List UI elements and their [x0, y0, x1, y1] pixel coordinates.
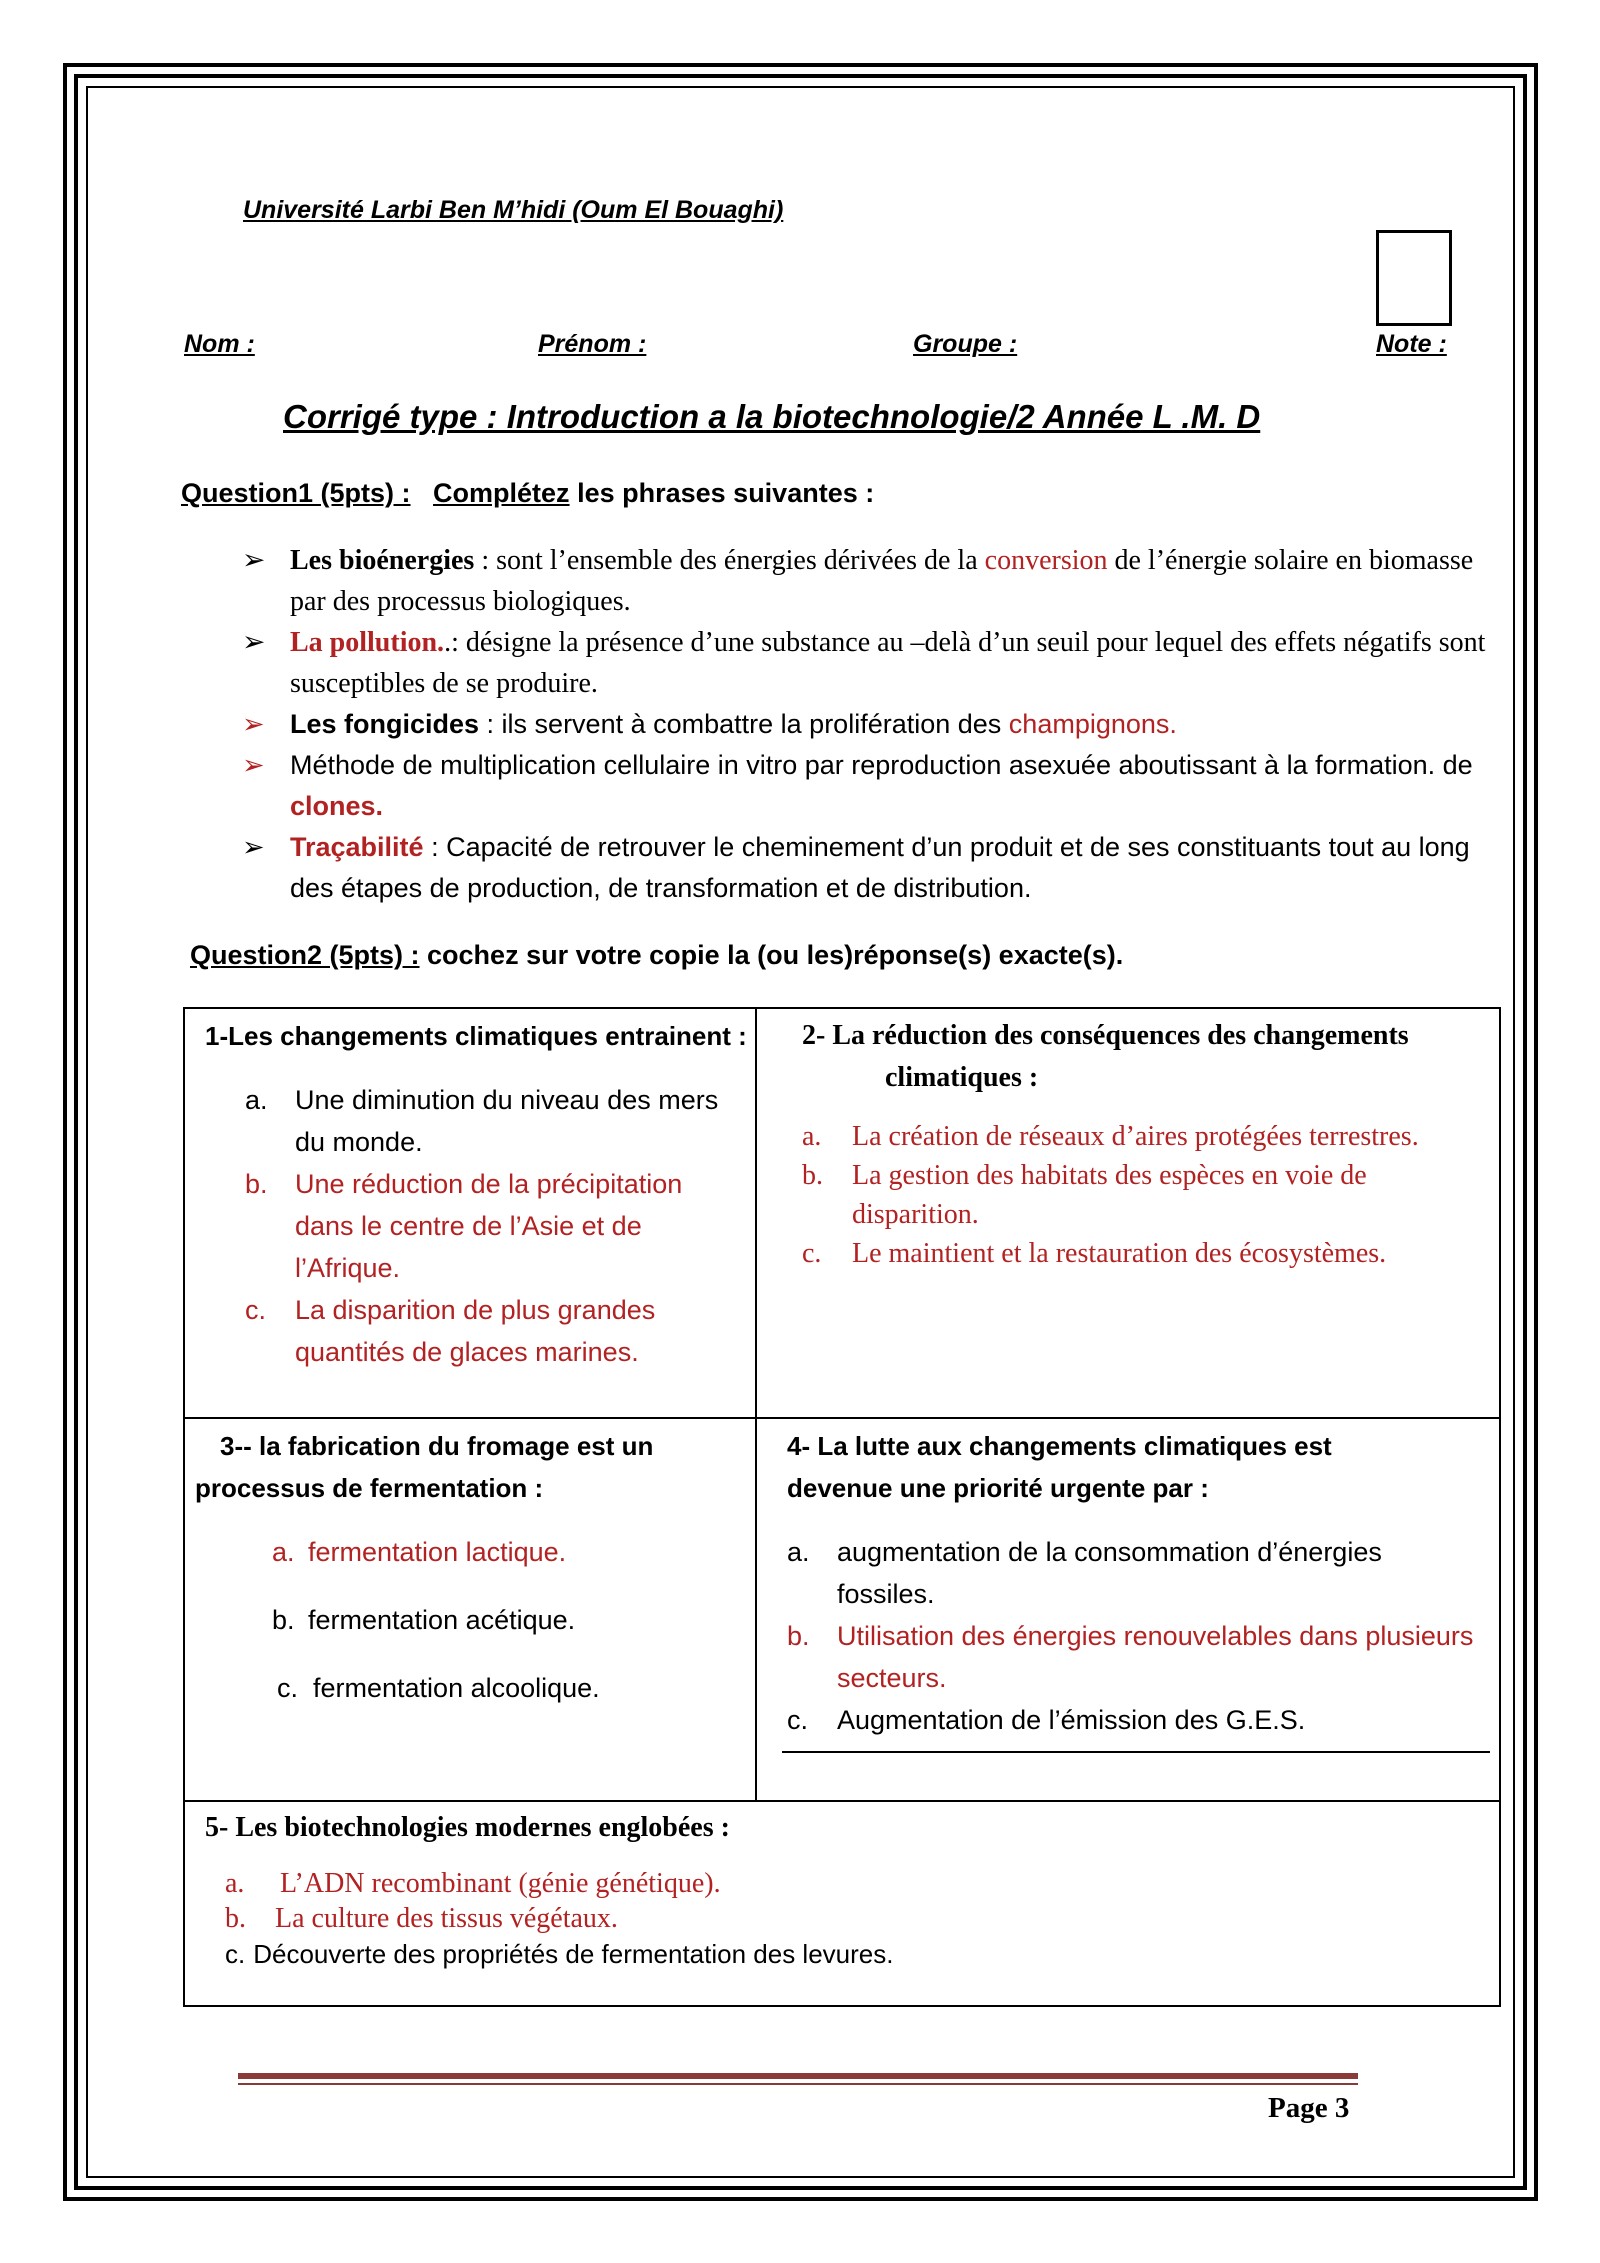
- arrow-icon: ➢: [242, 709, 265, 739]
- option-letter: a.: [787, 1537, 810, 1567]
- q1-instruction-verb: Complétez: [433, 478, 570, 508]
- q2-instruction: cochez sur votre copie la (ou les)réponse(s) exacte(s).: [427, 940, 1124, 970]
- option: [787, 1615, 1484, 1699]
- box-title: climatiques :: [885, 1062, 1039, 1093]
- box-title: devenue une priorité urgente par :: [787, 1473, 1209, 1503]
- option-text: Utilisation des énergies renouvelables dans plusieurs secteurs.: [837, 1621, 1474, 1693]
- option: [787, 1531, 1484, 1615]
- option-text: Une diminution du niveau des mers du monde.: [295, 1085, 719, 1157]
- footer-rule-thin: [238, 2083, 1358, 2085]
- q1-list: [240, 540, 1490, 909]
- option: [245, 1289, 735, 1373]
- box-title: 5- Les biotechnologies modernes englobées :: [205, 1812, 730, 1843]
- option-text: La gestion des habitats des espèces en voie de disparition.: [852, 1160, 1367, 1230]
- q2-grid: [183, 1007, 1501, 2007]
- option-letter: a.: [245, 1085, 268, 1115]
- option: [245, 1079, 735, 1163]
- q1-heading: [181, 478, 874, 509]
- q1-item: [240, 745, 1490, 827]
- text: Méthode de multiplication cellulaire in vitro par reproduction asexuée aboutissant à la formation. de: [290, 750, 1473, 780]
- option-text: augmentation de la consommation d’énergies fossiles.: [837, 1537, 1382, 1609]
- option-text: fermentation lactique.: [308, 1537, 567, 1567]
- arrow-icon: ➢: [242, 750, 265, 780]
- text: de l’énergie solaire en biomasse par des processus biologiques.: [290, 545, 1474, 617]
- option-letter: c.: [277, 1673, 299, 1703]
- answer: Traçabilité: [290, 832, 424, 862]
- option-text: Augmentation de l’émission des G.E.S.: [837, 1705, 1306, 1735]
- option: [225, 1866, 1499, 1901]
- q1-label: Question1 (5pts) :: [181, 478, 411, 508]
- option-letter: c.: [245, 1295, 267, 1325]
- term: Les fongicides: [290, 709, 480, 739]
- q2-label: Question2 (5pts) :: [190, 940, 420, 970]
- q1-item: [240, 540, 1490, 622]
- groupe-label: Groupe :: [913, 330, 1018, 358]
- page-number: Page 3: [1268, 2092, 1350, 2124]
- divider: [782, 1751, 1490, 1753]
- note-box: [1376, 230, 1452, 326]
- option: [802, 1117, 1469, 1156]
- q1-item: [240, 827, 1490, 909]
- box-4: [756, 1418, 1500, 1801]
- option-text: Découverte des propriétés de fermentation des levures.: [253, 1939, 894, 1969]
- option-letter: b.: [787, 1621, 810, 1651]
- term: Les bioénergies: [290, 545, 475, 576]
- box-title: 4- La lutte aux changements climatiques est: [787, 1431, 1332, 1461]
- option-letter: b.: [802, 1160, 823, 1191]
- option-letter: c.: [787, 1705, 809, 1735]
- option-letter: c.: [225, 1939, 246, 1969]
- arrow-icon: ➢: [242, 545, 266, 576]
- option: [225, 1901, 1499, 1936]
- q2-heading: [190, 940, 1123, 971]
- university-name: Université Larbi Ben M’hidi (Oum El Bouaghi): [243, 196, 784, 224]
- answer: champignons.: [1008, 709, 1177, 739]
- box-5: [184, 1801, 1500, 2006]
- option: [802, 1234, 1469, 1273]
- option: [802, 1156, 1469, 1234]
- option-text: Une réduction de la précipitation dans le centre de l’Asie et de l’Afrique.: [295, 1169, 683, 1283]
- option-letter: b.: [225, 1903, 246, 1934]
- arrow-icon: ➢: [242, 832, 265, 862]
- q1-item: [240, 622, 1490, 704]
- option-text: fermentation alcoolique.: [313, 1673, 600, 1703]
- option: [225, 1936, 1499, 1972]
- option-letter: c.: [802, 1238, 822, 1269]
- answer: La pollution.: [290, 627, 445, 658]
- text: : ils servent à combattre la prolifération des: [479, 709, 1009, 739]
- text: : Capacité de retrouver le cheminement d’un produit et de ses constituants tout au long des étapes de production, de transformation et de distribution.: [290, 832, 1470, 903]
- option-text: La disparition de plus grandes quantités de glaces marines.: [295, 1295, 656, 1367]
- option-letter: a.: [225, 1868, 245, 1899]
- arrow-icon: ➢: [242, 627, 266, 658]
- option-text: Le maintient et la restauration des écosystèmes.: [852, 1238, 1387, 1269]
- box-3: [184, 1418, 756, 1801]
- option: [272, 1667, 755, 1709]
- option-letter: a.: [802, 1121, 822, 1152]
- option: [787, 1699, 1484, 1741]
- prenom-label: Prénom :: [538, 330, 647, 358]
- nom-label: Nom :: [184, 330, 255, 358]
- answer: conversion: [984, 545, 1108, 576]
- footer-rule-thick: [238, 2073, 1358, 2079]
- box-title: processus de fermentation :: [195, 1473, 544, 1503]
- option-text: La culture des tissus végétaux.: [275, 1903, 618, 1934]
- page-title: Corrigé type : Introduction a la biotechnologie/2 Année L .M. D: [283, 398, 1261, 435]
- text: : sont l’ensemble des énergies dérivées de la: [474, 545, 985, 576]
- q1-instruction-rest: les phrases suivantes :: [577, 478, 875, 508]
- box-title: 3-- la fabrication du fromage est un: [220, 1431, 654, 1461]
- option: [272, 1599, 755, 1641]
- note-label: Note :: [1376, 330, 1447, 358]
- box-1: [184, 1008, 756, 1418]
- option-text: L’ADN recombinant (génie génétique).: [280, 1868, 721, 1899]
- option: [272, 1531, 755, 1573]
- option-text: La création de réseaux d’aires protégées terrestres.: [852, 1121, 1419, 1152]
- box-2: [756, 1008, 1500, 1418]
- option-text: fermentation acétique.: [308, 1605, 576, 1635]
- option: [245, 1163, 735, 1289]
- text: .: désigne la présence d’une substance au –delà d’un seuil pour lequel des effets négatifs sont susceptibles de se produire.: [290, 627, 1486, 699]
- option-letter: b.: [272, 1605, 295, 1635]
- box-title: 2- La réduction des conséquences des changements: [802, 1020, 1409, 1051]
- answer: clones.: [290, 791, 384, 821]
- q1-item: [240, 704, 1490, 745]
- option-letter: a.: [272, 1537, 295, 1567]
- box-title: 1-Les changements climatiques entrainent :: [205, 1021, 747, 1051]
- option-letter: b.: [245, 1169, 268, 1199]
